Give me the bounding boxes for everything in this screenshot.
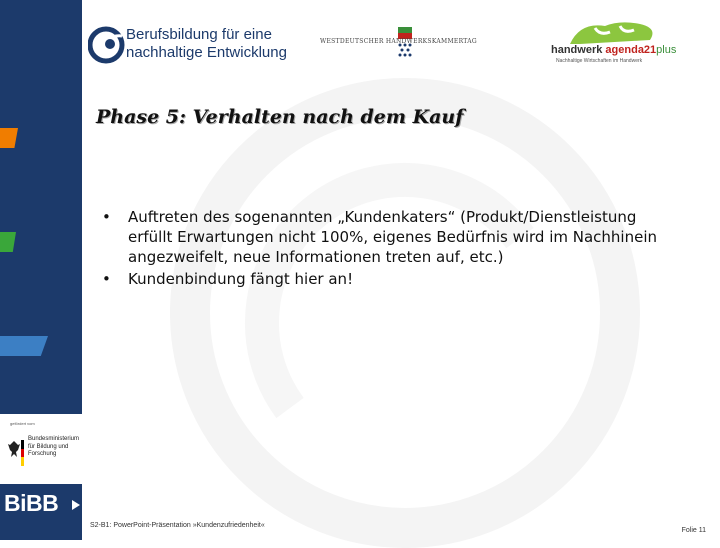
bb-logo-text [126, 26, 287, 62]
bibb-logo-text: BiBB [4, 490, 59, 516]
federal-eagle-icon [8, 440, 20, 458]
plus-word: plus [656, 44, 677, 56]
handwerk-agenda-text [551, 44, 676, 56]
bullet-item: • Kundenbindung fängt hier an! [96, 269, 666, 289]
watermark-swirl-icon [170, 78, 640, 548]
bb-logo-line1: Berufsbildung für eine [126, 26, 272, 43]
slide-number: Folie 11 [681, 527, 706, 534]
bb-logo-line2: nachhaltige Entwicklung [126, 44, 287, 61]
whkt-text: WESTDEUTSCHER HANDWERKSKAMMERTAG [320, 38, 477, 45]
bibb-arrow-icon [72, 500, 80, 510]
agenda21-word: agenda21 [605, 44, 657, 56]
whkt-crest-icon [320, 25, 490, 65]
bmbf-text: Bundesministerium für Bildung und Forschung [28, 436, 80, 457]
blue-tab-marker [0, 336, 48, 356]
german-flag-icon [21, 440, 24, 466]
handwerk-subline: Nachhaltige Wirtschaften im Handwerk [556, 58, 643, 64]
bullet-list [96, 207, 666, 291]
slide-title: Phase 5: Verhalten nach dem Kauf [96, 106, 464, 128]
footer-source: S2-B1: PowerPoint-Präsentation »Kundenzufriedenheit« [90, 522, 265, 529]
bullet-item: • Auftreten des sogenannten „Kundenkaters“ (Produkt/Dienstleistung erfüllt Erwartungen nicht 100%, eigenes Bedürfnis wird im Nachhinein angezweifelt, neue Informationen treten auf, etc.) [96, 207, 666, 267]
bmbf-tiny-text: gefördert vom [10, 421, 35, 426]
handwerk-word: handwerk [551, 44, 603, 56]
